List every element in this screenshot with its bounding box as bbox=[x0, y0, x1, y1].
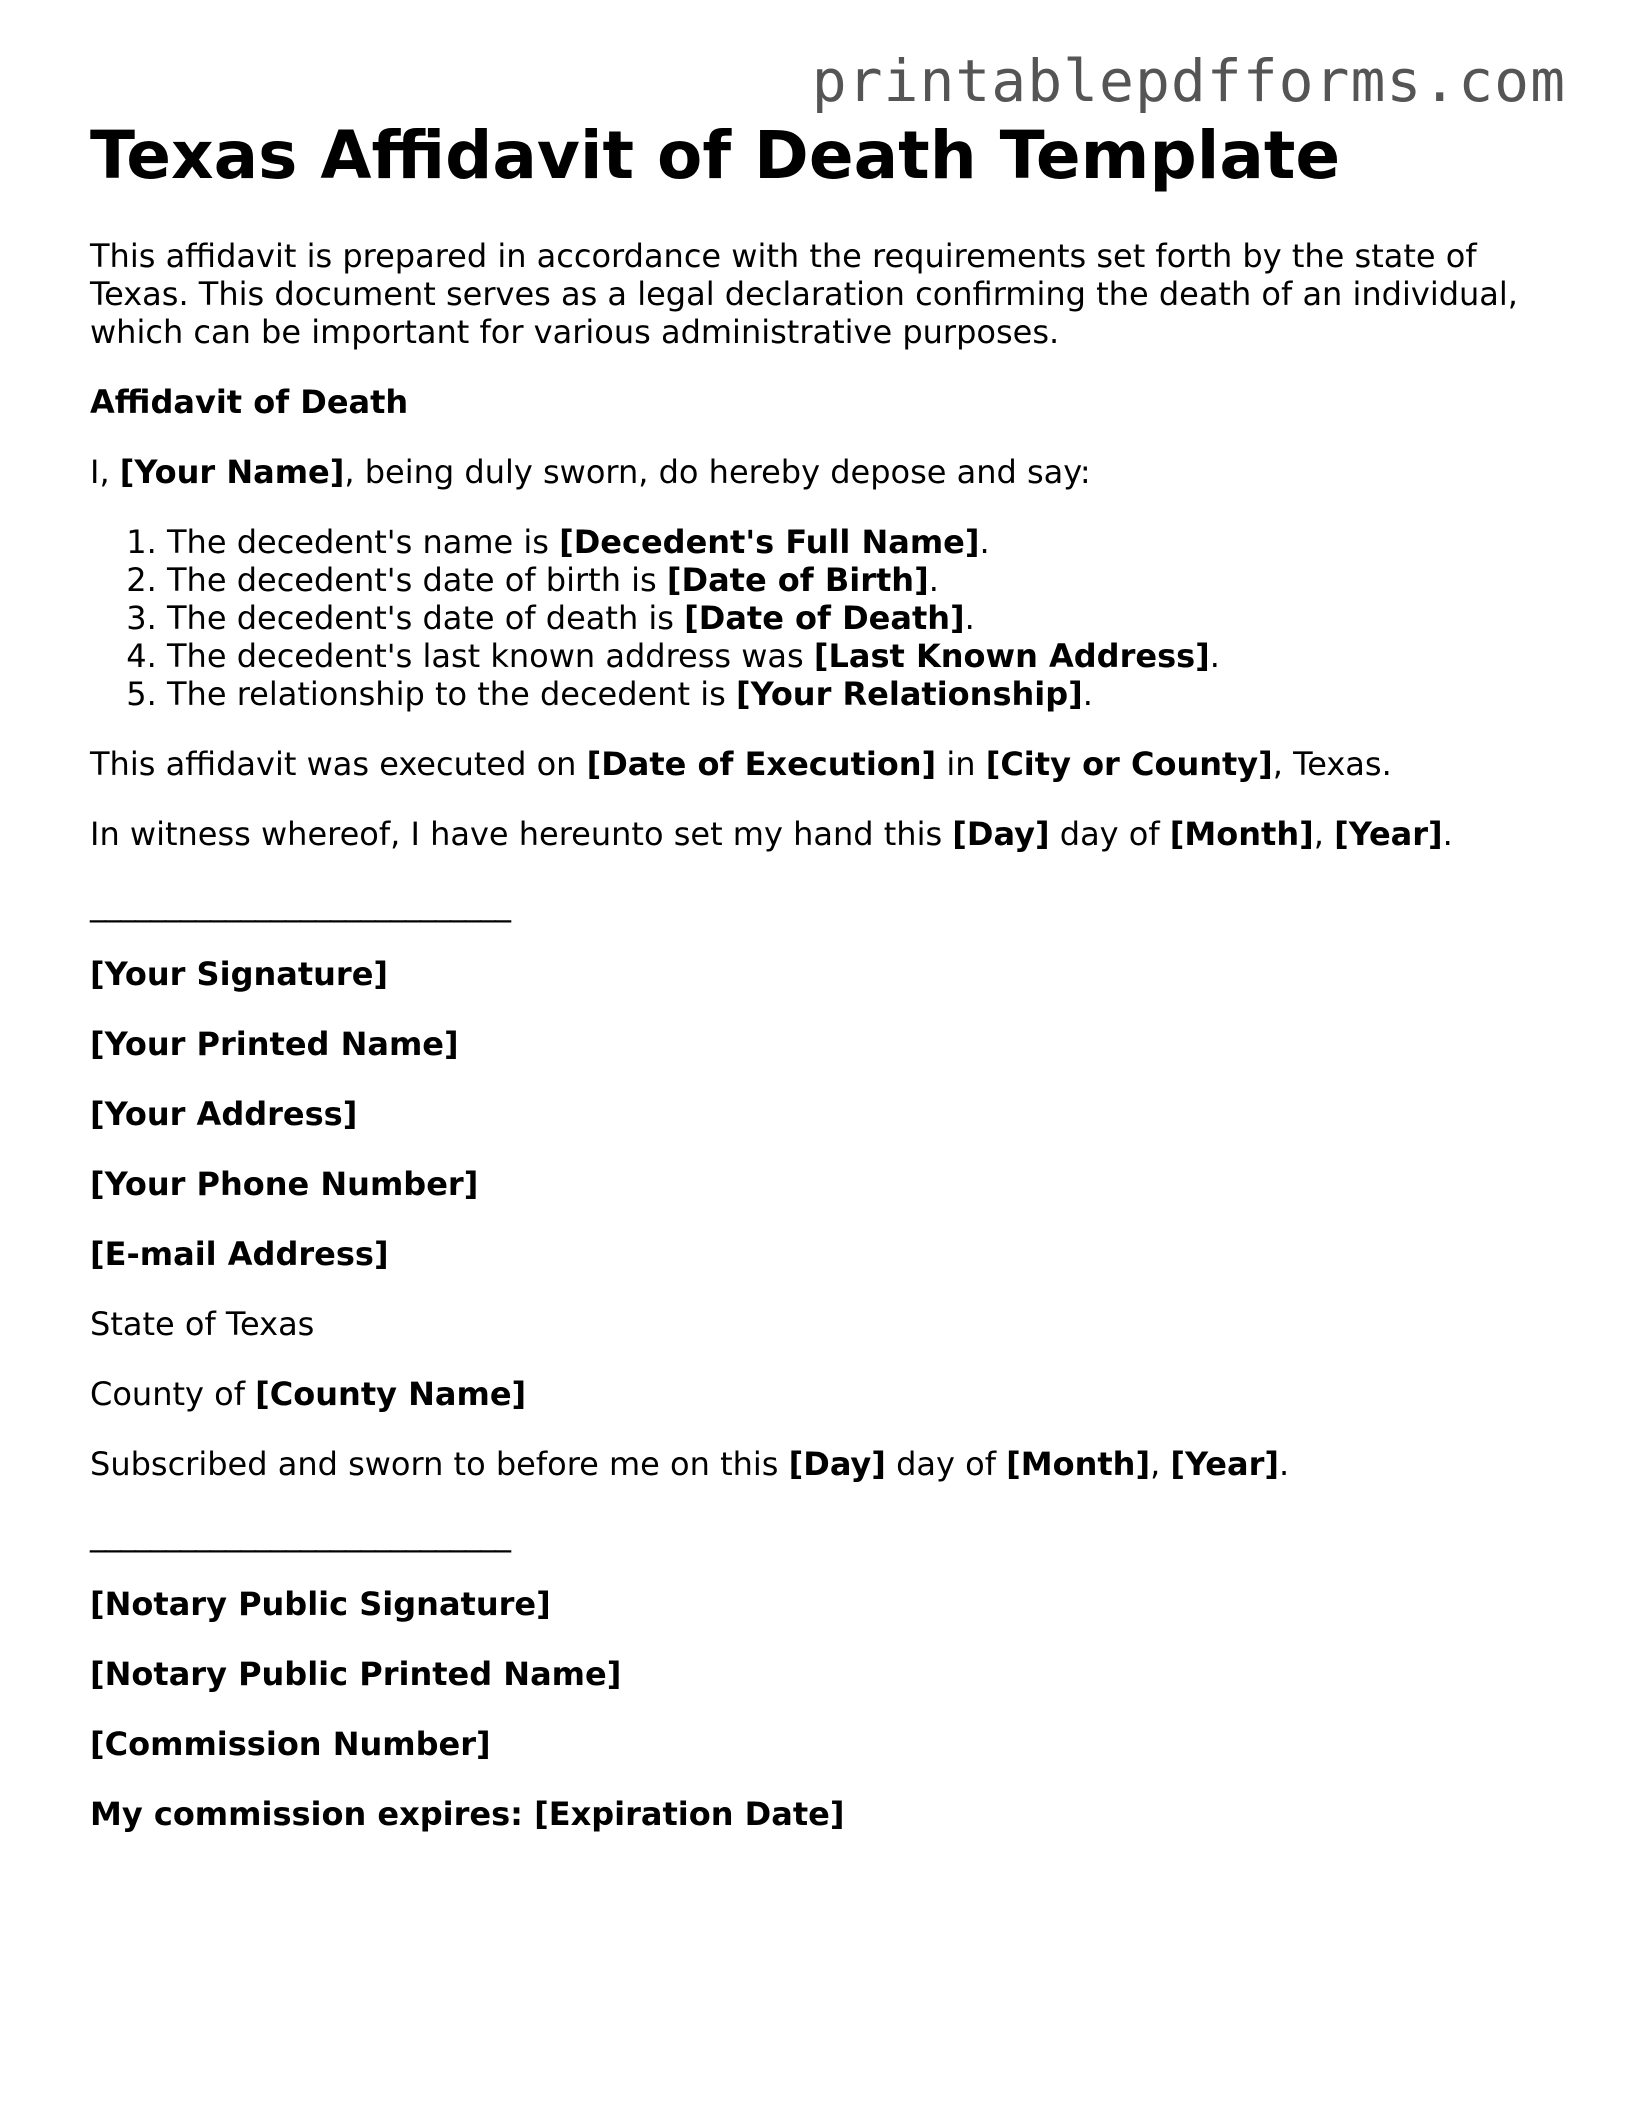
subscribed-month-field: [Month] bbox=[1006, 1445, 1151, 1483]
execution-paragraph: This affidavit was executed on [Date of Execution] in [City or County], Texas. bbox=[90, 745, 1392, 783]
list-item: 2. The decedent's date of birth is [Date of Birth]. bbox=[167, 561, 1540, 599]
death-date-field: [Date of Death] bbox=[684, 599, 965, 637]
oath-suffix: , being duly sworn, do hereby depose and say: bbox=[344, 453, 1091, 491]
affiant-signature-field: [Your Signature] bbox=[90, 955, 389, 993]
notary-signature-line: ____________________________ bbox=[90, 1515, 510, 1553]
affiant-phone-field: [Your Phone Number] bbox=[90, 1165, 479, 1203]
state-label: State of Texas bbox=[90, 1305, 315, 1343]
document-page bbox=[90, 118, 1540, 1865]
subscribed-day-field: [Day] bbox=[788, 1445, 886, 1483]
affiant-name-field: [Your Name] bbox=[119, 453, 345, 491]
notary-signature-field: [Notary Public Signature] bbox=[90, 1585, 551, 1623]
execution-place-field: [City or County] bbox=[985, 745, 1273, 783]
notary-printed-name-field: [Notary Public Printed Name] bbox=[90, 1655, 622, 1693]
list-item: 4. The decedent's last known address was [Last Known Address]. bbox=[167, 637, 1540, 675]
section-heading: Affidavit of Death bbox=[90, 383, 409, 421]
commission-number-field: [Commission Number] bbox=[90, 1725, 491, 1763]
witness-day-field: [Day] bbox=[952, 815, 1050, 853]
subscribed-paragraph: Subscribed and sworn to before me on this [Day] day of [Month], [Year]. bbox=[90, 1445, 1290, 1483]
declaration-list bbox=[90, 523, 1540, 713]
page-title: Texas Affidavit of Death Template bbox=[90, 117, 1341, 194]
affiant-signature-line: ____________________________ bbox=[90, 885, 510, 923]
witness-year-field: [Year] bbox=[1334, 815, 1443, 853]
last-address-field: [Last Known Address] bbox=[813, 637, 1210, 675]
watermark: printablepdfforms.com bbox=[811, 47, 1566, 115]
subscribed-year-field: [Year] bbox=[1170, 1445, 1279, 1483]
intro-paragraph: This affidavit is prepared in accordance with the requirements set forth by the state of Texas. This document serves as a legal declaration confirming the death of an individual, which can be important for various administrative purposes. bbox=[90, 237, 1518, 351]
county-paragraph: County of [County Name] bbox=[90, 1375, 527, 1413]
list-item: 3. The decedent's date of death is [Date of Death]. bbox=[167, 599, 1540, 637]
witness-month-field: [Month] bbox=[1169, 815, 1314, 853]
list-item: 1. The decedent's name is [Decedent's Full Name]. bbox=[167, 523, 1540, 561]
oath-prefix: I, bbox=[90, 453, 120, 491]
witness-paragraph: In witness whereof, I have hereunto set my hand this [Day] day of [Month], [Year]. bbox=[90, 815, 1453, 853]
affiant-printed-name-field: [Your Printed Name] bbox=[90, 1025, 459, 1063]
affiant-address-field: [Your Address] bbox=[90, 1095, 358, 1133]
execution-date-field: [Date of Execution] bbox=[586, 745, 937, 783]
decedent-name-field: [Decedent's Full Name] bbox=[559, 523, 980, 561]
commission-expires-field: My commission expires: [Expiration Date] bbox=[90, 1795, 845, 1833]
oath-paragraph bbox=[90, 453, 1540, 491]
affiant-email-field: [E-mail Address] bbox=[90, 1235, 389, 1273]
birth-date-field: [Date of Birth] bbox=[666, 561, 929, 599]
list-item: 5. The relationship to the decedent is [Your Relationship]. bbox=[167, 675, 1540, 713]
county-name-field: [County Name] bbox=[255, 1375, 527, 1413]
relationship-field: [Your Relationship] bbox=[735, 675, 1083, 713]
